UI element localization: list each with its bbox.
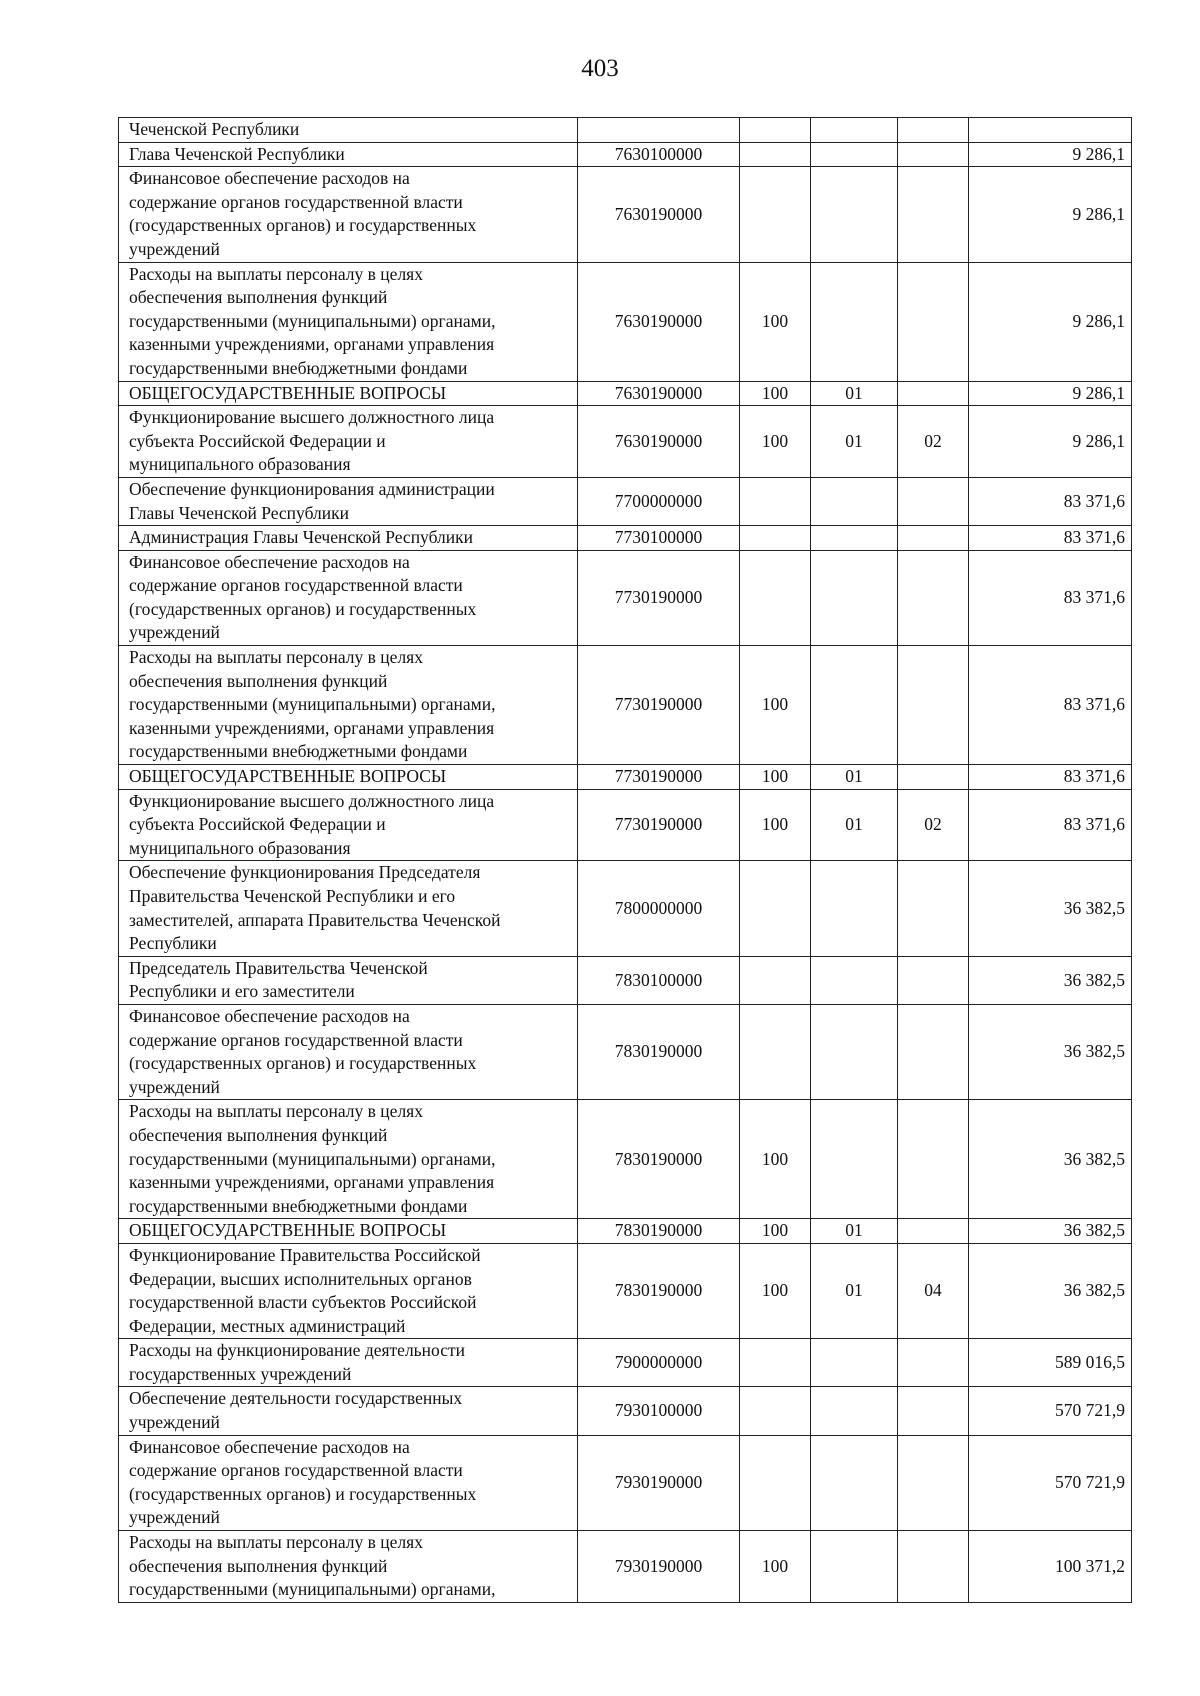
subsection-code-cell xyxy=(898,118,969,143)
amount-cell xyxy=(969,118,1132,143)
target-code-cell: 7830190000 xyxy=(578,1100,740,1219)
target-code-cell: 7630190000 xyxy=(578,167,740,262)
subsection-code-cell xyxy=(898,526,969,551)
target-code-cell: 7730190000 xyxy=(578,789,740,861)
page-number: 403 xyxy=(581,55,619,82)
table-row xyxy=(119,1387,1132,1435)
expense-type-cell: 100 xyxy=(740,765,811,790)
item-name-cell: Финансовое обеспечение расходов на содержание органов государственной власти (государственных органов) и государственных учреждений xyxy=(119,1004,578,1099)
expense-type-cell: 100 xyxy=(740,262,811,381)
item-name-cell: Функционирование высшего должностного лица субъекта Российской Федерации и муниципального образования xyxy=(119,789,578,861)
subsection-code-cell xyxy=(898,1100,969,1219)
expense-type-cell: 100 xyxy=(740,406,811,478)
amount-cell: 100 371,2 xyxy=(969,1531,1132,1603)
subsection-code-cell xyxy=(898,1435,969,1530)
section-code-cell: 01 xyxy=(811,765,898,790)
section-code-cell: 01 xyxy=(811,789,898,861)
item-name-cell: Председатель Правительства Чеченской Республики и его заместители xyxy=(119,956,578,1004)
budget-table-body xyxy=(119,118,1132,1603)
amount-cell: 36 382,5 xyxy=(969,1004,1132,1099)
amount-cell: 36 382,5 xyxy=(969,861,1132,956)
subsection-code-cell xyxy=(898,167,969,262)
table-row xyxy=(119,1435,1132,1530)
amount-cell: 83 371,6 xyxy=(969,646,1132,765)
amount-cell: 9 286,1 xyxy=(969,262,1132,381)
amount-cell: 83 371,6 xyxy=(969,526,1132,551)
item-name-cell: Глава Чеченской Республики xyxy=(119,142,578,167)
item-name-cell: Функционирование высшего должностного лица субъекта Российской Федерации и муниципального образования xyxy=(119,406,578,478)
target-code-cell: 7730100000 xyxy=(578,526,740,551)
table-row xyxy=(119,1219,1132,1244)
subsection-code-cell xyxy=(898,1004,969,1099)
amount-cell: 36 382,5 xyxy=(969,1243,1132,1338)
section-code-cell: 01 xyxy=(811,406,898,478)
section-code-cell xyxy=(811,861,898,956)
expense-type-cell xyxy=(740,477,811,525)
item-name-cell: ОБЩЕГОСУДАРСТВЕННЫЕ ВОПРОСЫ xyxy=(119,765,578,790)
section-code-cell xyxy=(811,1100,898,1219)
section-code-cell xyxy=(811,1004,898,1099)
target-code-cell: 7630190000 xyxy=(578,406,740,478)
table-row xyxy=(119,861,1132,956)
expense-type-cell xyxy=(740,1339,811,1387)
amount-cell: 83 371,6 xyxy=(969,789,1132,861)
subsection-code-cell xyxy=(898,1387,969,1435)
subsection-code-cell: 02 xyxy=(898,406,969,478)
amount-cell: 83 371,6 xyxy=(969,477,1132,525)
section-code-cell xyxy=(811,167,898,262)
expense-type-cell xyxy=(740,118,811,143)
table-row xyxy=(119,1100,1132,1219)
subsection-code-cell: 04 xyxy=(898,1243,969,1338)
section-code-cell xyxy=(811,118,898,143)
expense-type-cell: 100 xyxy=(740,1219,811,1244)
item-name-cell: Обеспечение функционирования Председателя Правительства Чеченской Республики и его заместителей, аппарата Правительства Чеченской Республики xyxy=(119,861,578,956)
budget-table xyxy=(118,117,1132,1603)
subsection-code-cell xyxy=(898,477,969,525)
item-name-cell: Обеспечение деятельности государственных учреждений xyxy=(119,1387,578,1435)
item-name-cell: Чеченской Республики xyxy=(119,118,578,143)
target-code-cell: 7900000000 xyxy=(578,1339,740,1387)
table-row xyxy=(119,1004,1132,1099)
table-row xyxy=(119,262,1132,381)
expense-type-cell: 100 xyxy=(740,381,811,406)
table-row xyxy=(119,526,1132,551)
subsection-code-cell xyxy=(898,550,969,645)
expense-type-cell: 100 xyxy=(740,789,811,861)
subsection-code-cell xyxy=(898,142,969,167)
section-code-cell xyxy=(811,956,898,1004)
expense-type-cell: 100 xyxy=(740,1531,811,1603)
expense-type-cell xyxy=(740,526,811,551)
expense-type-cell xyxy=(740,167,811,262)
item-name-cell: ОБЩЕГОСУДАРСТВЕННЫЕ ВОПРОСЫ xyxy=(119,1219,578,1244)
expense-type-cell xyxy=(740,550,811,645)
table-row xyxy=(119,956,1132,1004)
expense-type-cell xyxy=(740,861,811,956)
section-code-cell xyxy=(811,477,898,525)
target-code-cell: 7930190000 xyxy=(578,1435,740,1530)
table-row xyxy=(119,1531,1132,1603)
item-name-cell: Функционирование Правительства Российской Федерации, высших исполнительных органов государственной власти субъектов Российской Федерации, местных администраций xyxy=(119,1243,578,1338)
table-row xyxy=(119,789,1132,861)
subsection-code-cell xyxy=(898,646,969,765)
expense-type-cell xyxy=(740,1004,811,1099)
target-code-cell: 7830190000 xyxy=(578,1243,740,1338)
target-code-cell: 7730190000 xyxy=(578,550,740,645)
expense-type-cell: 100 xyxy=(740,646,811,765)
section-code-cell xyxy=(811,142,898,167)
subsection-code-cell xyxy=(898,1339,969,1387)
item-name-cell: Обеспечение функционирования администрации Главы Чеченской Республики xyxy=(119,477,578,525)
target-code-cell: 7800000000 xyxy=(578,861,740,956)
section-code-cell xyxy=(811,646,898,765)
table-row xyxy=(119,118,1132,143)
section-code-cell: 01 xyxy=(811,1243,898,1338)
subsection-code-cell xyxy=(898,956,969,1004)
item-name-cell: Финансовое обеспечение расходов на содержание органов государственной власти (государственных органов) и государственных учреждений xyxy=(119,550,578,645)
section-code-cell: 01 xyxy=(811,381,898,406)
expense-type-cell xyxy=(740,1435,811,1530)
section-code-cell xyxy=(811,526,898,551)
item-name-cell: Расходы на выплаты персоналу в целях обеспечения выполнения функций государственными (муниципальными) органами, казенными учреждениями, органами управления государственными внебюджетными фондами xyxy=(119,1100,578,1219)
item-name-cell: Расходы на выплаты персоналу в целях обеспечения выполнения функций государственными (муниципальными) органами, казенными учреждениями, органами управления государственными внебюджетными фондами xyxy=(119,262,578,381)
expense-type-cell xyxy=(740,1387,811,1435)
amount-cell: 83 371,6 xyxy=(969,765,1132,790)
section-code-cell xyxy=(811,1339,898,1387)
section-code-cell: 01 xyxy=(811,1219,898,1244)
target-code-cell: 7630190000 xyxy=(578,262,740,381)
table-row xyxy=(119,765,1132,790)
expense-type-cell xyxy=(740,142,811,167)
subsection-code-cell xyxy=(898,1219,969,1244)
section-code-cell xyxy=(811,1435,898,1530)
subsection-code-cell xyxy=(898,381,969,406)
target-code-cell: 7930100000 xyxy=(578,1387,740,1435)
target-code-cell: 7730190000 xyxy=(578,765,740,790)
amount-cell: 570 721,9 xyxy=(969,1387,1132,1435)
amount-cell: 9 286,1 xyxy=(969,167,1132,262)
subsection-code-cell xyxy=(898,1531,969,1603)
item-name-cell: Расходы на выплаты персоналу в целях обеспечения выполнения функций государственными (муниципальными) органами, казенными учреждениями, органами управления государственными внебюджетными фондами xyxy=(119,646,578,765)
expense-type-cell: 100 xyxy=(740,1243,811,1338)
table-row xyxy=(119,477,1132,525)
amount-cell: 589 016,5 xyxy=(969,1339,1132,1387)
item-name-cell: ОБЩЕГОСУДАРСТВЕННЫЕ ВОПРОСЫ xyxy=(119,381,578,406)
subsection-code-cell xyxy=(898,765,969,790)
table-row xyxy=(119,1339,1132,1387)
subsection-code-cell xyxy=(898,861,969,956)
table-row xyxy=(119,142,1132,167)
target-code-cell: 7830100000 xyxy=(578,956,740,1004)
table-row xyxy=(119,167,1132,262)
table-row xyxy=(119,406,1132,478)
target-code-cell: 7700000000 xyxy=(578,477,740,525)
item-name-cell: Финансовое обеспечение расходов на содержание органов государственной власти (государственных органов) и государственных учреждений xyxy=(119,167,578,262)
table-row xyxy=(119,381,1132,406)
item-name-cell: Финансовое обеспечение расходов на содержание органов государственной власти (государственных органов) и государственных учреждений xyxy=(119,1435,578,1530)
amount-cell: 36 382,5 xyxy=(969,1100,1132,1219)
table-row xyxy=(119,550,1132,645)
target-code-cell xyxy=(578,118,740,143)
target-code-cell: 7730190000 xyxy=(578,646,740,765)
item-name-cell: Расходы на выплаты персоналу в целях обеспечения выполнения функций государственными (муниципальными) органами, xyxy=(119,1531,578,1603)
target-code-cell: 7630100000 xyxy=(578,142,740,167)
section-code-cell xyxy=(811,1531,898,1603)
table-row xyxy=(119,646,1132,765)
amount-cell: 9 286,1 xyxy=(969,142,1132,167)
amount-cell: 36 382,5 xyxy=(969,1219,1132,1244)
target-code-cell: 7830190000 xyxy=(578,1004,740,1099)
table-row xyxy=(119,1243,1132,1338)
expense-type-cell: 100 xyxy=(740,1100,811,1219)
subsection-code-cell: 02 xyxy=(898,789,969,861)
section-code-cell xyxy=(811,262,898,381)
amount-cell: 570 721,9 xyxy=(969,1435,1132,1530)
target-code-cell: 7830190000 xyxy=(578,1219,740,1244)
item-name-cell: Администрация Главы Чеченской Республики xyxy=(119,526,578,551)
amount-cell: 9 286,1 xyxy=(969,381,1132,406)
item-name-cell: Расходы на функционирование деятельности государственных учреждений xyxy=(119,1339,578,1387)
expense-type-cell xyxy=(740,956,811,1004)
subsection-code-cell xyxy=(898,262,969,381)
target-code-cell: 7930190000 xyxy=(578,1531,740,1603)
amount-cell: 9 286,1 xyxy=(969,406,1132,478)
section-code-cell xyxy=(811,1387,898,1435)
amount-cell: 83 371,6 xyxy=(969,550,1132,645)
amount-cell: 36 382,5 xyxy=(969,956,1132,1004)
target-code-cell: 7630190000 xyxy=(578,381,740,406)
section-code-cell xyxy=(811,550,898,645)
